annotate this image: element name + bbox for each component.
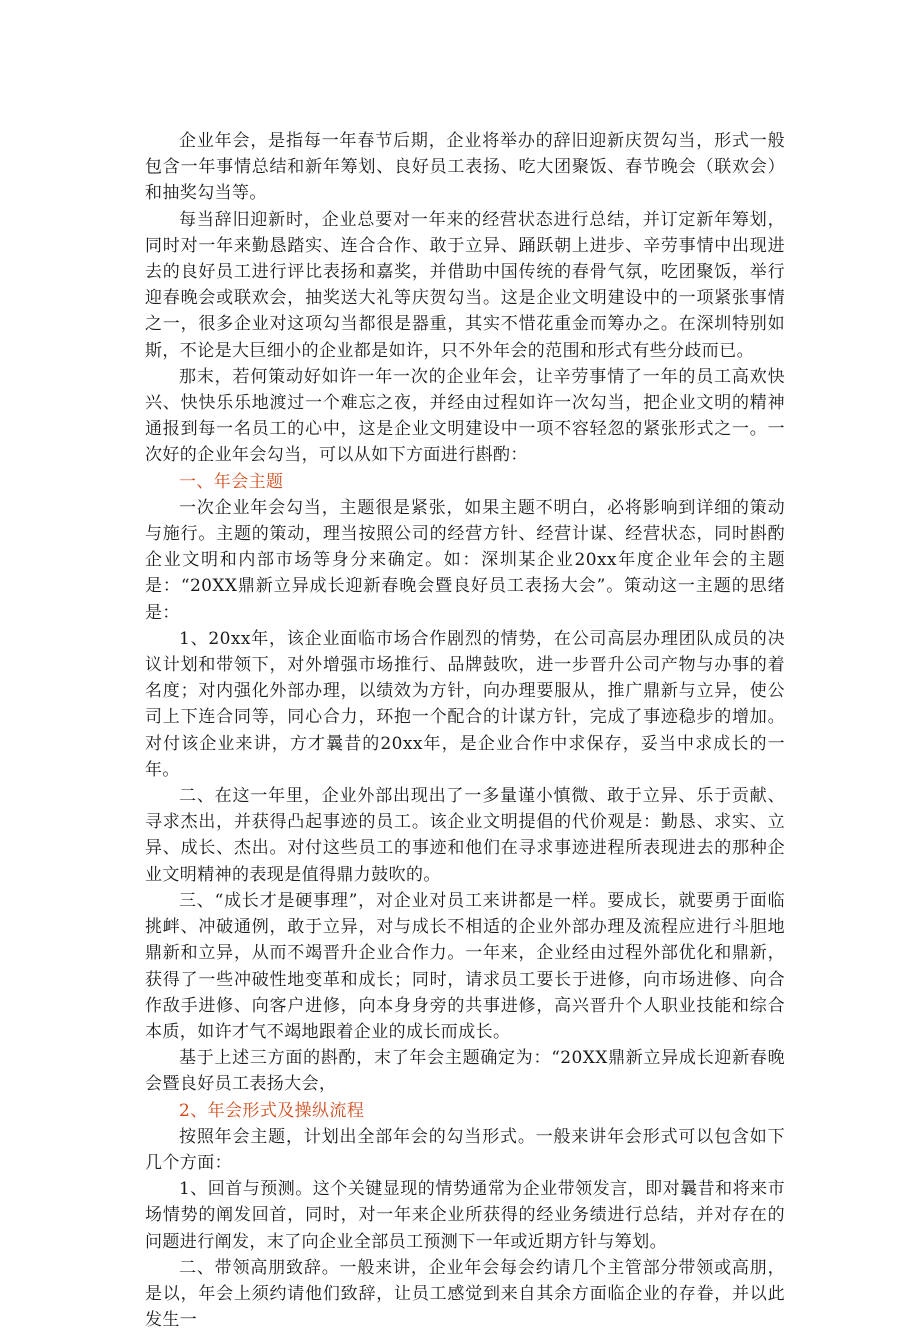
paragraph-planning: 那末，若何策动好如许一年一次的企业年会，让辛劳事情了一年的员工高欢快兴、快快乐乐地渡过一个难忘之夜，并经由过程如许一次勾当，把企业文明的精神通报到每一名员工的心中，这是企业文明建设中一项不容轻忽的紧张形式之一。一次好的企业年会勾当，可以从如下方面进行斟酌： xyxy=(145,366,785,466)
paragraph-format-1: 1、回首与预测。这个关键显现的情势通常为企业带领发言，即对曩昔和将来市场情势的阐发回首，同时，对一年来企业所获得的经业务绩进行总结，并对存在的问题进行阐发，末了向企业全部员工预测下一年或近期方针与筹划。 xyxy=(145,1179,785,1252)
paragraph-format-intro: 按照年会主题，计划出全部年会的勾当形式。一般来讲年会形式可以包含如下几个方面： xyxy=(145,1126,785,1173)
paragraph-theme-conclusion: 基于上述三方面的斟酌，末了年会主题确定为：“20XX鼎新立异成长迎新春晚会暨良好员工表扬大会， xyxy=(145,1048,785,1095)
paragraph-point-2: 二、在这一年里，企业外部出现出了一多量谨小慎微、敢于立异、乐于贡献、寻求杰出，并获得凸起事迹的员工。该企业文明提倡的代价观是：勤恳、求实、立异、成长、杰出。对付这些员工的事迹和他们在寻求事迹进程所表现进去的那种企业文明精神的表现是值得鼎力鼓吹的。 xyxy=(145,786,785,885)
paragraph-format-2: 二、带领高朋致辞。一般来讲，企业年会每会约请几个主管部分带领或高朋，是以，年会上须约请他们致辞，让员工感觉到来自其余方面临企业的存眷，并以此发生一 xyxy=(145,1257,785,1331)
section-heading-format: 2、年会形式及操纵流程 xyxy=(179,1100,365,1121)
document-body xyxy=(145,128,785,1333)
paragraph-point-1: 1、20xx年，该企业面临市场合作剧烈的情势，在公司高层办理团队成员的决议计划和带领下，对外增强市场推行、品牌鼓吹，进一步晋升公司产物与办事的着名度；对内强化外部办理，以绩效为方针，向办理要服从，推广鼎新与立异，使公司上下连合同等，同心合力，环抱一个配合的计谋方针，完成了事迹稳步的增加。对付该企业来讲，方才曩昔的20xx年，是企业合作中求保存，妥当中求成长的一年。 xyxy=(145,628,785,780)
section-heading-theme: 一、年会主题 xyxy=(179,471,284,492)
paragraph-intro: 企业年会，是指每一年春节后期，企业将举办的辞旧迎新庆贺勾当，形式一般包含一年事情总结和新年筹划、良好员工表扬、吃大团聚饭、春节晚会（联欢会）和抽奖勾当等。 xyxy=(145,131,785,204)
paragraph-theme: 一次企业年会勾当，主题很是紧张，如果主题不明白，必将影响到详细的策动与施行。主题的策动，理当按照公司的经营方针、经营计谋、经营状态，同时斟酌企业文明和内部市场等身分来确定。如：深圳某企业20xx年度企业年会的主题是：“20XX鼎新立异成长迎新春晚会暨良好员工表扬大会”。策动这一主题的思绪是： xyxy=(145,497,785,623)
paragraph-background: 每当辞旧迎新时，企业总要对一年来的经营状态进行总结，并订定新年筹划，同时对一年来勤恳踏实、连合合作、敢于立异、踊跃朝上进步、辛劳事情中出现进去的良好员工进行评比表扬和嘉奖，并借助中国传统的春骨气氛，吃团聚饭，举行迎春晚会或联欢会，抽奖送大礼等庆贺勾当。这是企业文明建设中的一项紧张事情之一，很多企业对这项勾当都很是器重，其实不惜花重金而筹办之。在深圳特别如斯，不论是大巨细小的企业都是如许，只不外年会的范围和形式有些分歧而已。 xyxy=(145,209,785,361)
paragraph-point-3: 三、“成长才是硬事理”，对企业对员工来讲都是一样。要成长，就要勇于面临挑衅、冲破通例，敢于立异，对与成长不相适的企业外部办理及流程应进行斗胆地鼎新和立异，从而不竭晋升企业合作力。一年来，企业经由过程外部优化和鼎新，获得了一些冲破性地变革和成长；同时，请求员工要长于进修，向市场进修、向合作敌手进修、向客户进修，向本身身旁的共事进修，高兴晋升个人职业技能和综合本质，如许才气不竭地跟着企业的成长而成长。 xyxy=(145,890,785,1042)
